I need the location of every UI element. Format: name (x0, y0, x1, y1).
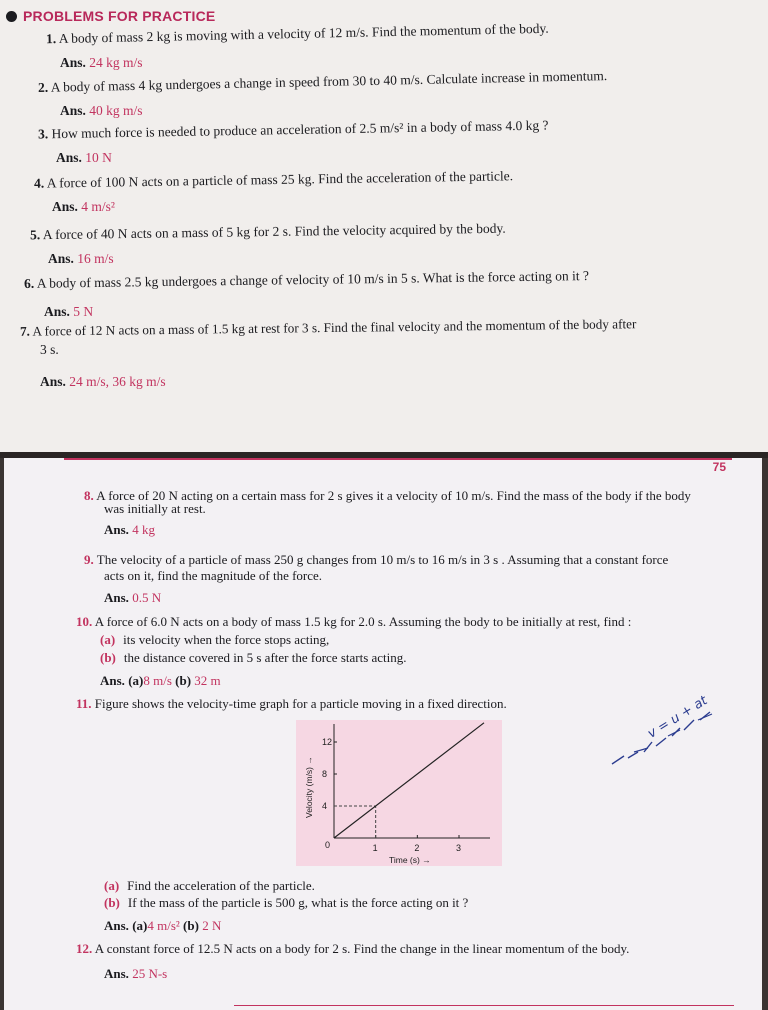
graph-svg (296, 720, 502, 866)
problem-3: 3. How much force is needed to produce an acceleration of 2.5 m/s² in a body of mass 4.0 kg ? (37, 117, 549, 142)
problem-11-a: (a) Find the acceleration of the particle. (104, 878, 315, 893)
problem-6: 6. A body of mass 2.5 kg undergoes a change of velocity of 10 m/s in 5 s. What is the force acting on it ? (23, 268, 589, 291)
answer-2: Ans. 40 kg m/s (60, 103, 143, 118)
y-tick-label: 4 (322, 801, 328, 811)
section-title: PROBLEMS FOR PRACTICE (6, 8, 215, 24)
problem-11: 11. Figure shows the velocity-time graph for a particle moving in a fixed direction. (76, 696, 507, 711)
problem-8-cont: was initially at rest. (104, 501, 206, 516)
problem-11-b: (b) If the mass of the particle is 500 g, what is the force acting on it ? (104, 895, 469, 910)
problem-7-cont: 3 s. (40, 342, 59, 357)
x-axis-label: Time (s) → (389, 855, 431, 865)
page-top (0, 0, 768, 452)
problem-10-a: (a) its velocity when the force stops acting, (100, 632, 330, 647)
header-rule (64, 458, 732, 460)
x-tick-label: 2 (414, 843, 420, 853)
handwritten-note: v = u + at (604, 708, 754, 778)
answer-6: Ans. 5 N (44, 304, 94, 319)
answer-9: Ans. 0.5 N (104, 590, 162, 605)
problem-9: 9. The velocity of a particle of mass 250 g changes from 10 m/s to 16 m/s in 3 s . Assuming that a constant force (84, 552, 669, 567)
y-axis-label: Velocity (m/s) → (304, 756, 314, 818)
page-number: 75 (712, 460, 726, 474)
y-tick-label: 12 (322, 737, 333, 747)
answer-5: Ans. 16 m/s (48, 251, 114, 266)
problem-12: 12. A constant force of 12.5 N acts on a body for 2 s. Find the change in the linear momentum of the body. (76, 941, 630, 956)
problem-7: 7. A force of 12 N acts on a mass of 1.5 kg at rest for 3 s. Find the final velocity and the momentum of the body after (19, 316, 637, 339)
problem-4: 4. A force of 100 N acts on a particle of mass 25 kg. Find the acceleration of the particle. (33, 168, 514, 191)
answer-10: Ans. (a)8 m/s (b) 32 m (100, 673, 221, 688)
problem-9-cont: acts on it, find the magnitude of the force. (104, 568, 323, 583)
problem-1: 1. A body of mass 2 kg is moving with a velocity of 12 m/s. Find the momentum of the body. (45, 20, 549, 47)
velocity-time-graph (296, 720, 502, 866)
y-tick-label: 8 (322, 769, 328, 779)
page-bottom (4, 458, 762, 1010)
problem-10-b: (b) the distance covered in 5 s after the force starts acting. (100, 650, 407, 665)
bullet-icon (6, 11, 17, 22)
problem-8: 8. A force of 20 N acting on a certain mass for 2 s gives it a velocity of 10 m/s. Find the mass of the body if the body (84, 488, 691, 503)
answer-1: Ans. 24 kg m/s (60, 55, 143, 70)
origin-label: 0 (325, 840, 331, 850)
problem-5: 5. A force of 40 N acts on a mass of 5 kg for 2 s. Find the velocity acquired by the body. (29, 220, 506, 243)
answer-3: Ans. 10 N (56, 150, 112, 165)
answer-4: Ans. 4 m/s² (52, 199, 115, 214)
problem-2: 2. A body of mass 4 kg undergoes a change in speed from 30 to 40 m/s. Calculate increase in momentum. (37, 68, 608, 95)
footer-rule (234, 1005, 734, 1006)
answer-7: Ans. 24 m/s, 36 kg m/s (40, 374, 166, 389)
problem-10: 10. A force of 6.0 N acts on a body of mass 1.5 kg for 2.0 s. Assuming the body to be initially at rest, find : (76, 614, 632, 629)
x-tick-label: 1 (372, 843, 378, 853)
answer-8: Ans. 4 kg (104, 522, 155, 537)
answer-12: Ans. 25 N-s (104, 966, 168, 981)
answer-11: Ans. (a)4 m/s² (b) 2 N (104, 918, 222, 933)
series-line (334, 723, 484, 838)
x-tick-label: 3 (456, 843, 462, 853)
